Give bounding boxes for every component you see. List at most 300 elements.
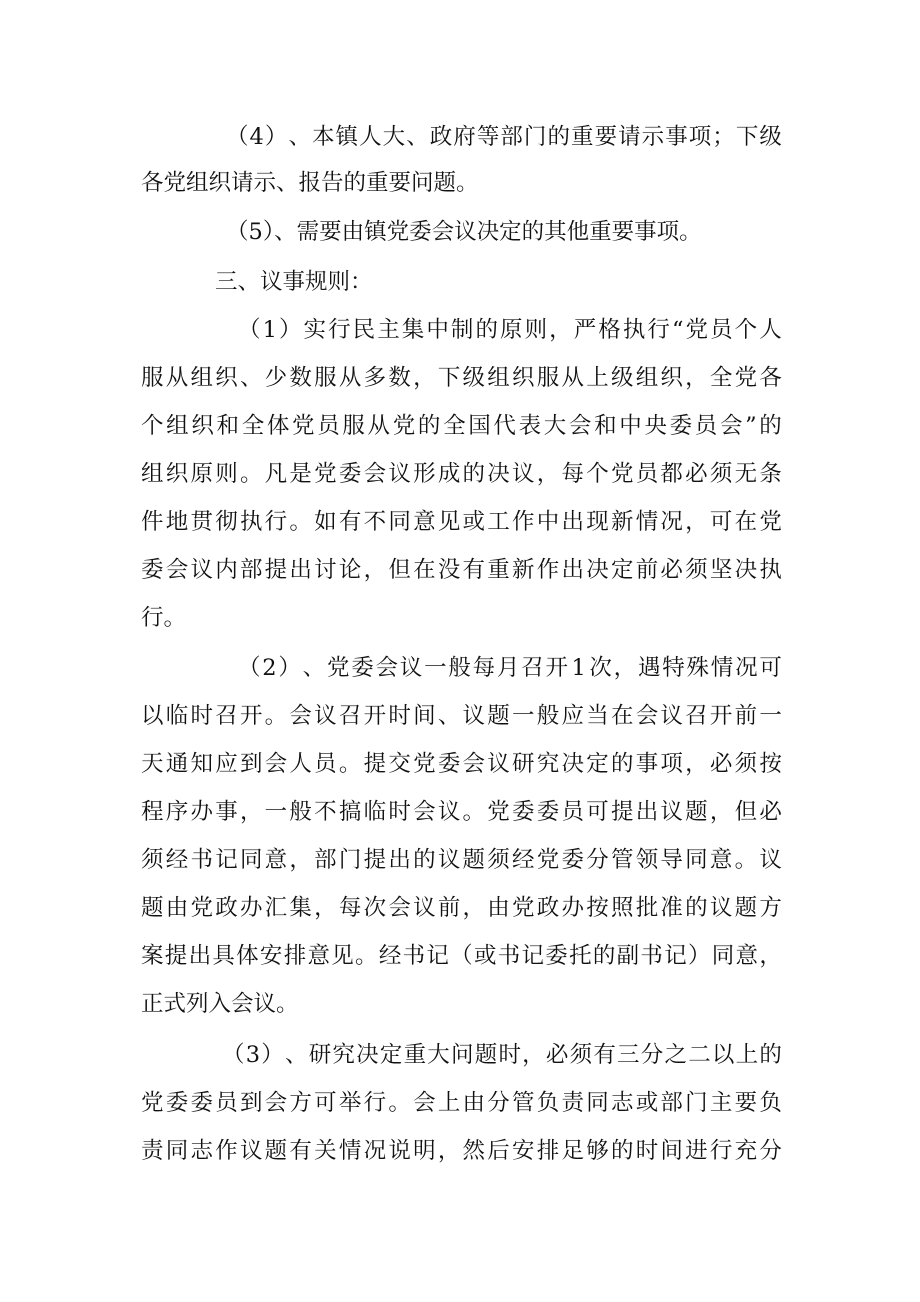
text-char: 委 xyxy=(190,1090,213,1116)
text-char: 是 xyxy=(289,461,312,487)
text-char: 要 xyxy=(734,1090,758,1116)
rule-2-line-6 xyxy=(141,893,782,923)
rule-3-line-1 xyxy=(222,1040,782,1070)
text-char: 组 xyxy=(190,365,213,391)
text-char: 出 xyxy=(635,799,659,825)
text-char: 党 xyxy=(141,1090,164,1116)
text-char: 成 xyxy=(437,461,461,487)
text-char: 要 xyxy=(594,124,618,150)
text-char: 记 xyxy=(521,943,545,969)
text-char: 出 xyxy=(289,557,312,583)
text-char: ， xyxy=(437,1138,461,1164)
text-char: 但 xyxy=(388,557,411,583)
text-char: 委 xyxy=(338,461,362,487)
text-char: 以 xyxy=(141,703,164,729)
text-line: 正式列入会议。 xyxy=(141,991,299,1017)
text-char: 有 xyxy=(593,1042,616,1068)
text-char: （ xyxy=(222,1042,245,1068)
paragraph-4-line-2 xyxy=(141,168,782,198)
text-char: 时 xyxy=(388,799,411,825)
text-char: 的 xyxy=(417,413,441,439)
text-char: 少 xyxy=(264,365,288,391)
text-char: 行 xyxy=(709,1138,733,1164)
rule-1-line-4 xyxy=(141,459,782,489)
text-char: 的 xyxy=(413,847,436,873)
text-char: 会 xyxy=(363,461,387,487)
text-char: 会 xyxy=(413,1090,436,1116)
text-char: 彻 xyxy=(215,509,238,535)
text-char: 定 xyxy=(379,1042,403,1068)
text-char: 从 xyxy=(561,365,584,391)
text-char: 格 xyxy=(598,317,621,343)
text-char: 级 xyxy=(610,365,634,391)
text-char: 。 xyxy=(734,847,758,873)
text-char: 政 xyxy=(215,895,238,921)
text-char: （ xyxy=(238,317,261,343)
text-char: 意 xyxy=(735,943,759,969)
rule-3-line-3 xyxy=(141,1136,782,1166)
text-char: 每 xyxy=(561,461,584,487)
text-char: 可 xyxy=(759,655,782,681)
text-char: 题 xyxy=(141,895,164,921)
text-char: 时 xyxy=(190,703,213,729)
rule-1-line-2 xyxy=(141,363,782,393)
text-char: ） xyxy=(687,943,711,969)
paragraph-5-line-1 xyxy=(226,217,782,247)
text-char: 门 xyxy=(685,1090,708,1116)
text-char: 到 xyxy=(239,751,263,777)
text-char: 意 xyxy=(413,509,436,535)
rule-1-line-1 xyxy=(238,315,782,345)
text-char: 国 xyxy=(468,413,491,439)
rule-3-line-2 xyxy=(141,1088,782,1118)
text-char: 镇 xyxy=(335,124,359,150)
text-char: 提 xyxy=(363,751,387,777)
text-char: 出 xyxy=(561,557,584,583)
text-char: 员 xyxy=(314,751,337,777)
text-char: ” xyxy=(745,413,757,439)
text-char: 。 xyxy=(289,509,312,535)
text-char: ， xyxy=(613,655,637,681)
text-char: 般 xyxy=(289,799,312,825)
text-char: 案 xyxy=(141,943,164,969)
text-char: 部 xyxy=(239,557,263,583)
text-char: 说 xyxy=(388,1138,411,1164)
text-char: ， xyxy=(709,799,733,825)
text-char: 开 xyxy=(709,703,733,729)
text-char: 分 xyxy=(487,1090,510,1116)
text-char: 之 xyxy=(664,1042,687,1068)
text-char: 人 xyxy=(289,751,312,777)
text-char: 等 xyxy=(476,124,500,150)
text-char: 究 xyxy=(332,1042,355,1068)
text-char: 意 xyxy=(264,847,288,873)
text-char: 服 xyxy=(342,413,365,439)
text-char: （ xyxy=(238,655,261,681)
text-char: 后 xyxy=(487,1138,510,1164)
text-char: 办 xyxy=(239,895,263,921)
text-char: 天 xyxy=(141,751,164,777)
text-char: 政 xyxy=(536,895,560,921)
text-char: 提 xyxy=(610,799,634,825)
text-char: 况 xyxy=(660,509,683,535)
text-char: 举 xyxy=(338,1090,362,1116)
text-char: 程 xyxy=(141,799,164,825)
text-char: 会 xyxy=(264,751,288,777)
text-char: 中 xyxy=(619,413,642,439)
text-char: 作 xyxy=(215,1138,238,1164)
text-char: 服 xyxy=(314,365,337,391)
text-char: 从 xyxy=(165,365,189,391)
text-char: 问 xyxy=(451,1042,474,1068)
text-char: 全 xyxy=(709,365,733,391)
text-line: 行。 xyxy=(141,605,187,631)
text-char: 决 xyxy=(734,557,758,583)
text-char: 会 xyxy=(568,413,592,439)
text-char: 出 xyxy=(188,943,212,969)
text-char: 重 xyxy=(487,557,510,583)
text-char: 召 xyxy=(521,655,544,681)
text-char: 一 xyxy=(264,799,288,825)
text-char: 必 xyxy=(660,557,683,583)
text-char: 分 xyxy=(586,847,609,873)
text-char: 由 xyxy=(462,1090,486,1116)
text-char: 或 xyxy=(473,943,497,969)
text-char: 制 xyxy=(450,317,474,343)
text-char: 研 xyxy=(308,1042,332,1068)
text-char: 1 xyxy=(262,317,277,343)
text-char: 临 xyxy=(363,799,387,825)
text-char: 的 xyxy=(610,751,634,777)
text-char: 委 xyxy=(165,1090,189,1116)
text-char: ， xyxy=(462,895,486,921)
text-char: 委 xyxy=(536,799,560,825)
text-char: 、 xyxy=(406,124,429,150)
text-char: 议 xyxy=(512,461,535,487)
text-char: 分 xyxy=(759,1138,782,1164)
text-char: 到 xyxy=(239,1090,263,1116)
text-char: 议 xyxy=(437,847,461,873)
text-char: 议 xyxy=(759,847,782,873)
text-char: 临 xyxy=(165,703,189,729)
text-char: 排 xyxy=(283,943,307,969)
text-char: ， xyxy=(759,943,782,969)
text-char: 责 xyxy=(561,1090,584,1116)
text-char: 事 xyxy=(215,799,238,825)
text-char: 集 xyxy=(401,317,425,343)
text-char: ） xyxy=(278,317,302,343)
text-char: 议 xyxy=(660,799,683,825)
text-char: 执 xyxy=(622,317,646,343)
text-char: 行 xyxy=(647,317,670,343)
text-char: 托 xyxy=(569,943,592,969)
text-char: 党 xyxy=(685,317,709,343)
text-char: 个 xyxy=(734,317,758,343)
text-char: 地 xyxy=(165,509,189,535)
text-char: 和 xyxy=(216,413,240,439)
text-line: 各党组织请示、报告的重要问题。 xyxy=(141,170,479,196)
text-char: 一 xyxy=(759,703,782,729)
text-char: 的 xyxy=(547,124,570,150)
text-char: 织 xyxy=(191,413,214,439)
text-char: 足 xyxy=(561,1138,584,1164)
text-char: 无 xyxy=(734,461,758,487)
text-char: 的 xyxy=(610,1138,634,1164)
text-char: 情 xyxy=(635,509,659,535)
text-char: 原 xyxy=(190,461,213,487)
text-char: 特 xyxy=(662,655,685,681)
text-char: 领 xyxy=(635,847,659,873)
section-heading-rules xyxy=(215,267,515,297)
text-char: 般 xyxy=(536,703,560,729)
text-char: 表 xyxy=(518,413,542,439)
text-char: 下 xyxy=(437,365,461,391)
text-char: 论 xyxy=(338,557,362,583)
text-char: 提 xyxy=(164,943,188,969)
text-char: 会 xyxy=(462,751,486,777)
text-char: 充 xyxy=(734,1138,758,1164)
text-char: 的 xyxy=(759,413,782,439)
text-char: 中 xyxy=(426,317,449,343)
text-char: 讨 xyxy=(314,557,337,583)
text-char: 、 xyxy=(288,124,311,150)
text-char: 政 xyxy=(429,124,453,150)
text-char: 新 xyxy=(610,509,634,535)
text-char: 月 xyxy=(496,655,520,681)
text-char: 请 xyxy=(618,124,641,150)
text-char: 服 xyxy=(536,365,560,391)
text-char: 级 xyxy=(462,365,486,391)
text-char: 体 xyxy=(236,943,259,969)
text-char: 题 xyxy=(474,1042,498,1068)
text-char: 级 xyxy=(759,124,782,150)
rule-2-line-1 xyxy=(238,653,782,683)
text-char: 的 xyxy=(759,1042,782,1068)
text-char: 由 xyxy=(487,895,510,921)
text-char: 应 xyxy=(561,703,584,729)
text-char: 办 xyxy=(561,895,584,921)
text-char: 。 xyxy=(462,799,486,825)
text-char: 上 xyxy=(586,365,609,391)
text-char: 织 xyxy=(512,365,535,391)
text-char: ， xyxy=(413,365,436,391)
text-char: 排 xyxy=(536,1138,560,1164)
text-char: 事 xyxy=(635,751,659,777)
text-char: 议 xyxy=(239,1138,263,1164)
text-char: 多 xyxy=(363,365,387,391)
text-char: ， xyxy=(685,509,708,535)
text-char: 见 xyxy=(437,509,461,535)
text-char: 部 xyxy=(314,847,337,873)
text-char: 、 xyxy=(437,703,461,729)
text-char: 上 xyxy=(735,1042,759,1068)
text-char: 会 xyxy=(165,557,189,583)
text-char: 遇 xyxy=(637,655,661,681)
text-char: 的 xyxy=(592,943,616,969)
text-char: 执 xyxy=(759,557,782,583)
text-char: 三 xyxy=(617,1042,640,1068)
text-char: 个 xyxy=(586,461,609,487)
text-char: 下 xyxy=(735,124,759,150)
rule-2-line-4 xyxy=(141,797,782,827)
text-char: 会 xyxy=(264,1090,288,1116)
text-char: 可 xyxy=(709,509,733,535)
text-char: （ xyxy=(450,943,473,969)
text-char: 实 xyxy=(303,317,327,343)
text-char: ， xyxy=(685,365,708,391)
text-char: 安 xyxy=(512,1138,535,1164)
text-char: 贯 xyxy=(190,509,213,535)
text-char: 提 xyxy=(363,847,387,873)
text-char: 管 xyxy=(610,847,634,873)
text-char: 党 xyxy=(734,365,758,391)
text-char: 党 xyxy=(536,847,560,873)
text-char: 一 xyxy=(512,703,535,729)
text-char: 会 xyxy=(719,413,743,439)
text-char: 委 xyxy=(437,751,461,777)
text-char: 党 xyxy=(190,895,213,921)
text-char: 导 xyxy=(660,847,683,873)
text-char: 意 xyxy=(709,847,733,873)
text-char: 组 xyxy=(487,365,510,391)
text-char: 党 xyxy=(512,895,535,921)
text-char: 方 xyxy=(759,895,782,921)
text-char: 织 xyxy=(165,461,189,487)
text-char: 从 xyxy=(367,413,391,439)
text-char: 知 xyxy=(190,751,213,777)
text-char: 明 xyxy=(413,1138,436,1164)
rule-1-line-6 xyxy=(141,555,782,585)
text-char: 议 xyxy=(437,799,461,825)
text-char: ， xyxy=(239,799,263,825)
text-char: 会 xyxy=(635,703,659,729)
text-char: 3 xyxy=(245,1042,261,1068)
text-char: 由 xyxy=(165,895,189,921)
text-char: 委 xyxy=(561,847,584,873)
text-char: 在 xyxy=(734,509,758,535)
text-char: 的 xyxy=(462,461,486,487)
text-char: 都 xyxy=(660,461,683,487)
text-char: 。 xyxy=(338,751,362,777)
text-char: 同 xyxy=(239,847,263,873)
text-char: 书 xyxy=(497,943,521,969)
text-char: 管 xyxy=(512,1090,535,1116)
text-char: 关 xyxy=(314,1138,337,1164)
text-char: 府 xyxy=(453,124,476,150)
text-char: 民 xyxy=(352,317,376,343)
text-char: 必 xyxy=(545,1042,569,1068)
text-char: 组 xyxy=(141,461,164,487)
text-char: “ xyxy=(671,317,684,343)
text-char: 记 xyxy=(426,943,449,969)
text-char: 不 xyxy=(314,799,337,825)
text-char: 时 xyxy=(388,703,411,729)
rule-2-line-5 xyxy=(141,845,782,875)
text-char: 须 xyxy=(709,461,733,487)
text-char: 通 xyxy=(165,751,189,777)
text-char: 作 xyxy=(512,509,535,535)
text-char: 数 xyxy=(289,365,312,391)
text-char: 执 xyxy=(239,509,263,535)
text-char: 。 xyxy=(388,1090,411,1116)
text-char: 定 xyxy=(586,751,609,777)
text-char: 一 xyxy=(424,655,447,681)
text-char: 织 xyxy=(215,365,238,391)
text-char: 1 xyxy=(571,655,586,681)
text-char: 议 xyxy=(660,703,683,729)
text-char: 同 xyxy=(711,943,735,969)
text-char: 分 xyxy=(640,1042,664,1068)
text-char: 党 xyxy=(759,509,782,535)
text-char: 决 xyxy=(586,557,609,583)
text-char: 上 xyxy=(437,1090,461,1116)
text-char: ； xyxy=(712,124,735,150)
text-char: 应 xyxy=(215,751,238,777)
text-char: 次 xyxy=(363,895,387,921)
text-char: 集 xyxy=(289,895,312,921)
text-char: 人 xyxy=(359,124,382,150)
text-char: 交 xyxy=(388,751,411,777)
text-char: （ xyxy=(226,124,249,150)
text-char: 负 xyxy=(759,1090,782,1116)
text-char: 情 xyxy=(710,655,734,681)
text-char: ， xyxy=(289,847,312,873)
text-char: 记 xyxy=(215,847,238,873)
text-char: ， xyxy=(522,1042,545,1068)
text-char: 议 xyxy=(413,895,436,921)
text-char: 议 xyxy=(709,895,733,921)
text-line: （5）、需要由镇党委会议决定的其他重要事项。 xyxy=(226,219,702,245)
text-char: 搞 xyxy=(338,799,362,825)
text-char: 严 xyxy=(573,317,597,343)
text-char: 意 xyxy=(307,943,330,969)
text-char: 党 xyxy=(392,413,416,439)
section-heading-text: 三、议事规则： xyxy=(215,269,373,295)
text-char: 须 xyxy=(487,847,510,873)
text-char: 行 xyxy=(363,1090,387,1116)
text-char: 进 xyxy=(685,1138,708,1164)
text-char: 新 xyxy=(512,557,535,583)
text-char: 委 xyxy=(545,943,568,969)
text-char: 本 xyxy=(312,124,335,150)
text-char: 门 xyxy=(338,847,362,873)
text-char: 记 xyxy=(664,943,687,969)
text-char: 没 xyxy=(437,557,461,583)
text-char: 同 xyxy=(685,847,708,873)
text-char: 究 xyxy=(536,751,560,777)
text-char: ） xyxy=(264,124,288,150)
text-char: 组 xyxy=(635,365,659,391)
text-char: 志 xyxy=(190,1138,213,1164)
text-char: 议 xyxy=(190,557,213,583)
text-char: 般 xyxy=(448,655,471,681)
text-char: 全 xyxy=(443,413,466,439)
text-char: 次 xyxy=(589,655,612,681)
text-char: 前 xyxy=(734,703,758,729)
text-char: 大 xyxy=(427,1042,450,1068)
text-char: 有 xyxy=(289,1138,312,1164)
text-char: 开 xyxy=(239,703,263,729)
text-char: 原 xyxy=(500,317,523,343)
text-char: 作 xyxy=(536,557,560,583)
text-char: 题 xyxy=(462,847,486,873)
text-char: 主 xyxy=(709,1090,733,1116)
text-char: ， xyxy=(685,751,708,777)
text-char: 员 xyxy=(215,1090,238,1116)
rule-2-line-3 xyxy=(141,749,782,779)
text-char: 够 xyxy=(586,1138,609,1164)
text-char: 工 xyxy=(487,509,510,535)
